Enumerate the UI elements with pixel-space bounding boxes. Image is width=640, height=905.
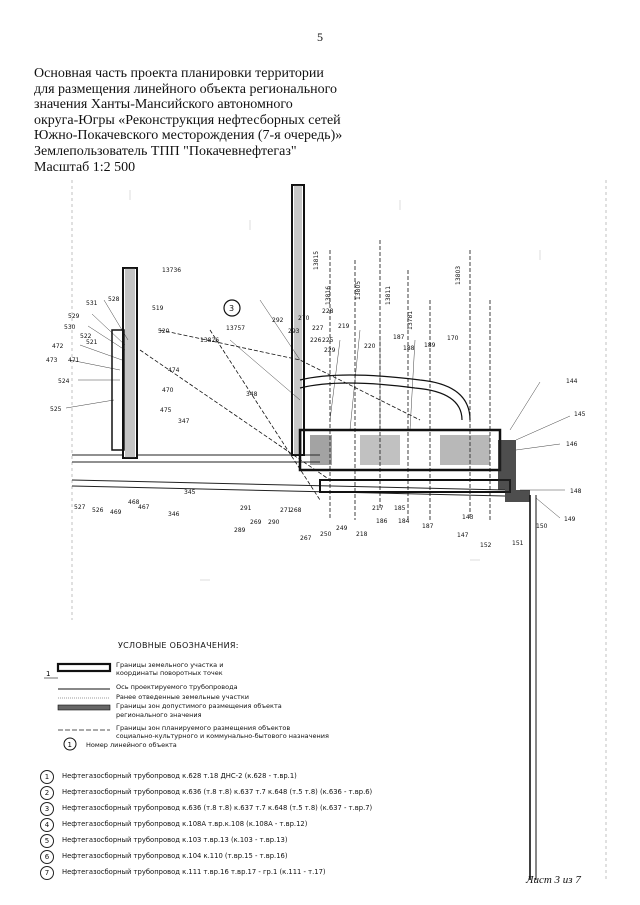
svg-text:521: 521 <box>86 339 98 346</box>
pipeline-name: Нефтегазосборный трубопровод к.636 (т.8 т.8) к.637 т.7 к.648 (т.5 т.8) (к.637 - т.вр.7) <box>62 804 373 812</box>
svg-text:147: 147 <box>457 532 469 539</box>
page-number: 5 <box>317 30 323 44</box>
svg-text:170: 170 <box>447 335 459 342</box>
svg-text:249: 249 <box>336 525 348 532</box>
pipeline-name: Нефтегазосборный трубопровод к.628 т.18 ДНС-2 (к.628 - т.вр.1) <box>62 772 297 780</box>
legend-item: Ось проектируемого трубопровода <box>116 683 238 691</box>
title-line: Основная часть проекта планировки территории <box>34 66 324 81</box>
pipeline-name: Нефтегазосборный трубопровод к.111 т.вр.16 т.вр.17 - гр.1 (к.111 - т.17) <box>62 868 326 876</box>
svg-text:291: 291 <box>240 505 252 512</box>
pipeline-name: Нефтегазосборный трубопровод к.636 (т.8 т.8) к.637 т.7 к.648 (т.5 т.8) (к.636 - т.вр.6) <box>62 788 373 796</box>
title-line: Южно-Покачевского месторождения (7-я очередь)» <box>34 128 343 144</box>
pipeline-number: 7 <box>40 866 54 880</box>
legend-item: социально-культурного и коммунально-бытового назначения <box>116 732 329 740</box>
parcel-label: 13811 <box>385 285 392 305</box>
svg-text:186: 186 <box>376 518 388 525</box>
svg-text:144: 144 <box>566 378 578 385</box>
svg-text:469: 469 <box>110 509 122 516</box>
land-user-line: Землепользователь ТПП "Покачевнефтегаз" <box>34 143 297 159</box>
svg-text:346: 346 <box>168 511 180 518</box>
pipeline-number: 4 <box>40 818 54 832</box>
svg-text:151: 151 <box>512 540 524 547</box>
svg-text:219: 219 <box>338 323 350 330</box>
svg-text:472: 472 <box>52 343 64 350</box>
title-line: значения Ханты-Мансийского автономного <box>34 97 293 113</box>
svg-text:148: 148 <box>570 488 582 495</box>
land-boundary-symbol <box>58 664 110 671</box>
svg-text:470: 470 <box>162 387 174 394</box>
pipeline-number: 6 <box>40 850 54 864</box>
parcel-label: 13803 <box>455 265 462 285</box>
svg-text:184: 184 <box>398 518 410 525</box>
legend-line-marker: 1 <box>46 670 51 678</box>
svg-text:229: 229 <box>324 347 336 354</box>
pipeline-name: Нефтегазосборный трубопровод к.108А т.вр.к.108 (к.108А - т.вр.12) <box>62 820 308 828</box>
title-line: для размещения линейного объекта регионального <box>34 81 338 97</box>
svg-text:187: 187 <box>422 523 434 530</box>
svg-text:293: 293 <box>288 328 300 335</box>
parcel-label: 13736 <box>162 267 182 274</box>
pipeline-number: 3 <box>40 802 54 816</box>
pipeline-number: 5 <box>40 834 54 848</box>
svg-text:146: 146 <box>566 441 578 448</box>
pipeline-name: Нефтегазосборный трубопровод к.103 т.вр.13 (к.103 - т.вр.13) <box>62 836 288 844</box>
parcel-label: 13757 <box>226 325 246 332</box>
svg-text:268: 268 <box>290 507 302 514</box>
parcel-label: 13805 <box>355 280 362 300</box>
sheet-label: Лист 3 из 7 <box>526 874 581 886</box>
svg-text:528: 528 <box>108 296 120 303</box>
parcel-label: 13815 <box>313 250 320 270</box>
permissible-zone-symbol <box>58 705 110 710</box>
svg-text:267: 267 <box>300 535 312 542</box>
svg-text:189: 189 <box>424 342 436 349</box>
svg-text:185: 185 <box>394 505 406 512</box>
svg-text:474: 474 <box>168 367 180 374</box>
legend-item: Ранее отведенные земельные участки <box>116 693 249 701</box>
svg-text:290: 290 <box>268 519 280 526</box>
legend-item: Номер линейного объекта <box>86 741 177 749</box>
svg-text:218: 218 <box>356 531 368 538</box>
svg-text:522: 522 <box>80 333 92 340</box>
svg-text:271: 271 <box>280 507 292 514</box>
legend-item: координаты поворотных точек <box>116 669 223 677</box>
svg-text:188: 188 <box>403 345 415 352</box>
pipeline-number: 1 <box>40 770 54 784</box>
svg-text:150: 150 <box>536 523 548 530</box>
svg-text:524: 524 <box>58 378 70 385</box>
svg-text:225: 225 <box>322 337 334 344</box>
parcel-label: 13781 <box>407 310 414 330</box>
svg-text:529: 529 <box>68 313 80 320</box>
legend-title: УСЛОВНЫЕ ОБОЗНАЧЕНИЯ: <box>118 641 239 650</box>
svg-text:525: 525 <box>50 406 62 413</box>
svg-text:269: 269 <box>250 519 262 526</box>
svg-text:526: 526 <box>92 507 104 514</box>
svg-text:187: 187 <box>393 334 405 341</box>
svg-text:143: 143 <box>462 514 474 521</box>
legend-item: Границы зон допустимого размещения объекта <box>116 702 282 710</box>
svg-text:520: 520 <box>158 328 170 335</box>
object-marker-label: 3 <box>229 304 235 313</box>
document-title <box>34 66 374 175</box>
pipeline-name: Нефтегазосборный трубопровод к.104 к.110 (т.вр.15 - т.вр.16) <box>62 852 288 860</box>
svg-text:250: 250 <box>320 531 332 538</box>
svg-text:530: 530 <box>64 324 76 331</box>
svg-text:292: 292 <box>272 317 284 324</box>
svg-text:519: 519 <box>152 305 164 312</box>
svg-text:149: 149 <box>564 516 576 523</box>
svg-text:152: 152 <box>480 542 492 549</box>
svg-text:270: 270 <box>298 315 310 322</box>
svg-text:228: 228 <box>322 308 334 315</box>
svg-text:473: 473 <box>46 357 58 364</box>
svg-text:471: 471 <box>68 357 80 364</box>
svg-text:468: 468 <box>128 499 140 506</box>
legend-item: Границы земельного участка и <box>116 661 224 669</box>
svg-text:289: 289 <box>234 527 246 534</box>
svg-text:531: 531 <box>86 300 98 307</box>
svg-text:348: 348 <box>246 391 258 398</box>
number-circle-label: 1 <box>67 741 72 749</box>
svg-text:226: 226 <box>310 337 322 344</box>
svg-text:220: 220 <box>364 343 376 350</box>
svg-text:475: 475 <box>160 407 172 414</box>
svg-text:527: 527 <box>74 504 86 511</box>
parcel-label: 13816 <box>325 285 332 305</box>
svg-text:347: 347 <box>178 418 190 425</box>
legend-symbols <box>44 660 114 752</box>
svg-text:345: 345 <box>184 489 196 496</box>
pipeline-number: 2 <box>40 786 54 800</box>
legend-item: Границы зон планируемого размещения объектов <box>116 724 291 732</box>
svg-text:217: 217 <box>372 505 384 512</box>
parcel-label: 13826 <box>200 337 220 344</box>
svg-text:227: 227 <box>312 325 324 332</box>
svg-text:145: 145 <box>574 411 586 418</box>
title-line: округа-Югры «Реконструкция нефтесборных сетей <box>34 112 341 128</box>
scale-line: Масштаб 1:2 500 <box>34 159 136 175</box>
svg-text:467: 467 <box>138 504 150 511</box>
legend-item: регионального значения <box>116 711 202 719</box>
